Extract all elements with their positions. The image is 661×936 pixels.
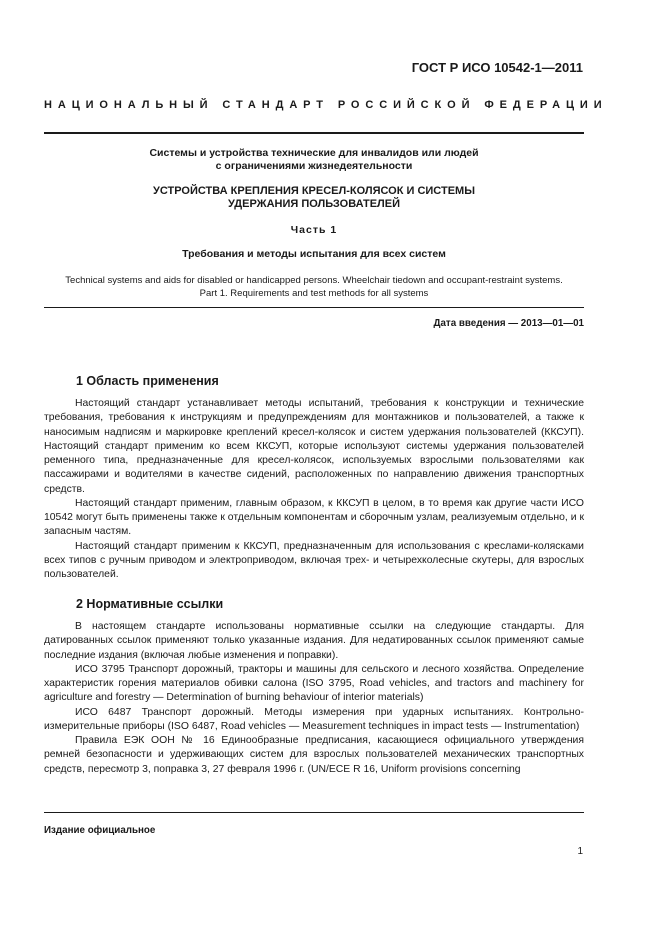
main-title: [44, 185, 584, 211]
subtitle-line-1: Системы и устройства технические для инвалидов или людей: [149, 147, 479, 159]
subtitle-line-2: с ограничениями жизнедеятельности: [215, 160, 413, 172]
paragraph: Правила ЕЭК ООН № 16 Единообразные предписания, касающиеся официального утверждения ремней безопасности и удерживающих систем для взрослых пользователей механических транспортных средств, пересмотр 3, поправка 3, 27 февраля 1996 г. (UN/ECE R 16, Uniform provisions concerning: [44, 735, 584, 775]
paragraph: Настоящий стандарт применим к ККСУП, предназначенным для использования с креслами-колясками всех типов с ручным приводом и электроприводом, включая трех- и четырехколесные скутеры, для взрослых пользователей.: [44, 540, 584, 580]
standard-number: ГОСТ Р ИСО 10542-1—2011: [411, 60, 583, 75]
main-title-line-1: УСТРОЙСТВА КРЕПЛЕНИЯ КРЕСЕЛ-КОЛЯСОК И СИСТЕМЫ: [153, 185, 475, 197]
part-title: Требования и методы испытания для всех систем: [182, 248, 446, 260]
introduction-date: Дата введения — 2013—01—01: [433, 318, 584, 329]
english-title-line-2: Part 1. Requirements and test methods for all systems: [199, 288, 429, 299]
subtitle: [44, 147, 584, 173]
section-1-body: [44, 397, 584, 582]
paragraph: Настоящий стандарт устанавливает методы испытаний, требования к конструкции и технические требования, требования к инструкциям и предупреждениям для монтажников и пользователей, а также к наносимым надписям и маркировке креплений кресел-колясок и систем удержания пользователей (ККСУП). Настоящий стандарт применим ко всем ККСУП, которые используют системы удержания пользователей ременного типа, предназначенные для кресел-колясок, используемых взрослыми пользователями как пассажирами и водителями в качестве сидений, расположенных по направлению движения транспортных средств.: [44, 398, 584, 495]
paragraph: Настоящий стандарт применим, главным образом, к ККСУП в целом, в то время как другие части ИСО 10542 могут быть применены также к отдельным компонентам и сборочным узлам, реализуемым отдельно, и к запасным частям.: [44, 497, 584, 538]
main-title-line-2: УДЕРЖАНИЯ ПОЛЬЗОВАТЕЛЕЙ: [228, 198, 400, 210]
english-title-line-1: Technical systems and aids for disabled or handicapped persons. Wheelchair tiedown and occupant-restraint systems.: [65, 275, 563, 286]
page-number: 1: [577, 846, 583, 857]
part-label: Часть 1: [290, 224, 338, 236]
footer-rule: [44, 812, 584, 813]
paragraph: ИСО 3795 Транспорт дорожный, тракторы и машины для сельского и лесного хозяйства. Определение характеристик горения материалов обивки салона (ISO 3795, Road vehicles, and tractors and machinery for agriculture and forestry — Determination of burning behaviour of interior materials): [44, 663, 584, 704]
paragraph: ИСО 6487 Транспорт дорожный. Методы измерения при ударных испытаниях. Контрольно-измерительные приборы (ISO 6487, Road vehicles — Measurement techniques in impact tests — Instrumentation): [44, 706, 584, 732]
title-rule: [44, 307, 584, 308]
national-standard-banner: НАЦИОНАЛЬНЫЙ СТАНДАРТ РОССИЙСКОЙ ФЕДЕРАЦИИ: [44, 99, 608, 111]
header-rule: [44, 132, 584, 134]
english-title: [44, 274, 584, 300]
section-2-heading: 2 Нормативные ссылки: [76, 597, 224, 611]
section-2-body: [44, 620, 584, 777]
edition-label: Издание официальное: [44, 825, 156, 836]
section-1-heading: 1 Область применения: [76, 374, 219, 388]
paragraph: В настоящем стандарте использованы нормативные ссылки на следующие стандарты. Для датированных ссылок применяют только указанные издания. Для недатированных ссылок применяют самые последние издания (включая любые изменения и поправки).: [44, 621, 584, 661]
